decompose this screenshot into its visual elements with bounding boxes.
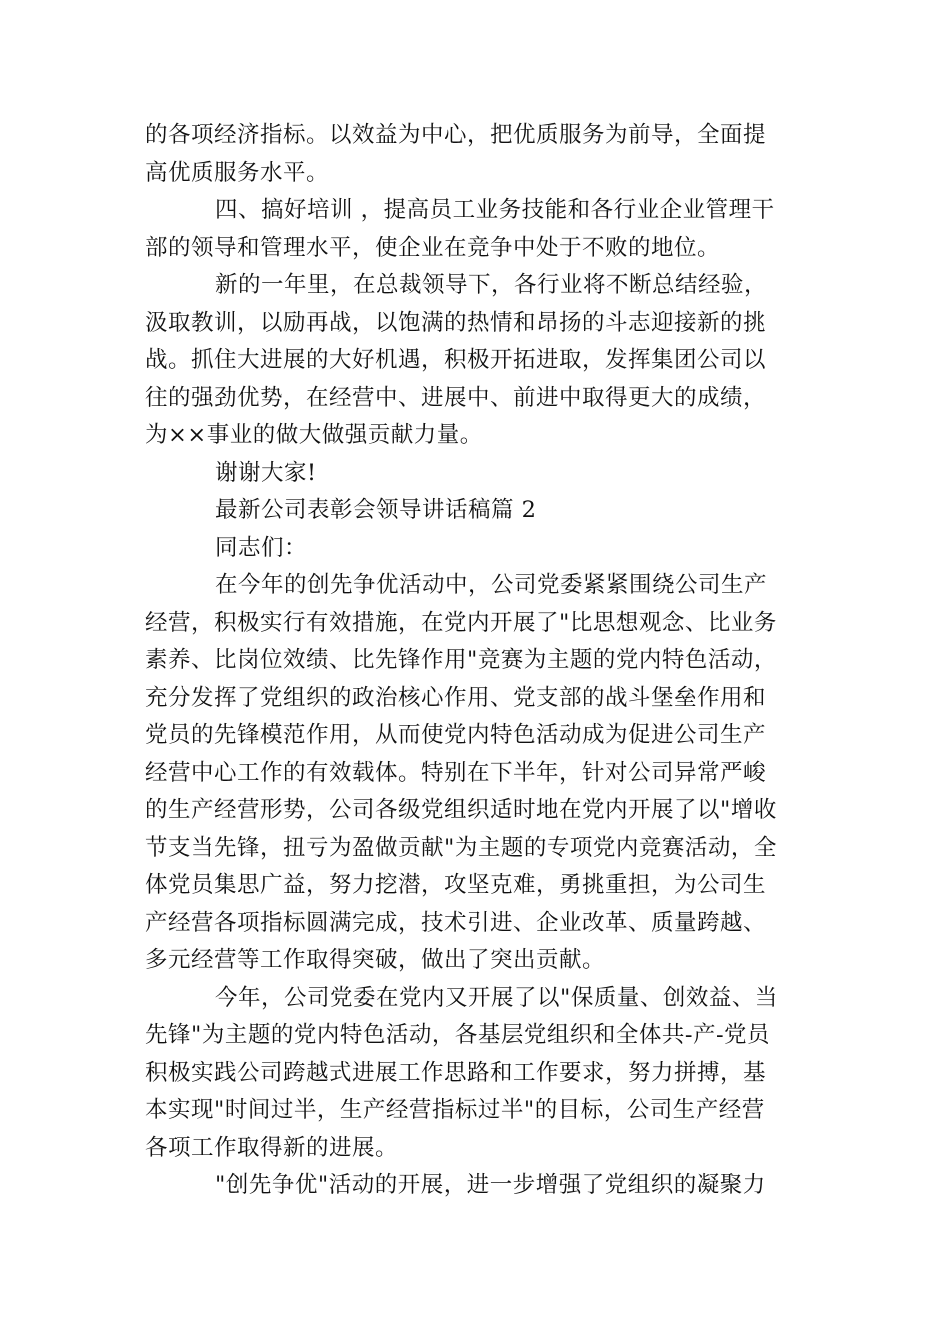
text-line: "创先争优"活动的开展，进一步增强了党组织的凝聚力 bbox=[215, 1172, 766, 1198]
document-body bbox=[145, 117, 815, 1205]
text-line: 部的领导和管理水平，使企业在竞争中处于不败的地位。 bbox=[145, 234, 721, 261]
text-line: 往的强劲优势，在经营中、进展中、前进中取得更大的成绩， bbox=[145, 384, 767, 411]
text-line: 素养、比岗位效绩、比先锋作用"竞赛为主题的党内特色活动， bbox=[145, 647, 777, 673]
text-line: 最新公司表彰会领导讲话稿篇 2 bbox=[215, 497, 537, 523]
text-line: 同志们： bbox=[215, 534, 308, 561]
text-line: 党员的先锋模范作用，从而使党内特色活动成为促进公司生产 bbox=[145, 722, 767, 748]
text-line: 各项工作取得新的进展。 bbox=[145, 1134, 399, 1161]
text-line: 经营中心工作的有效载体。特别在下半年，针对公司异常严峻 bbox=[145, 759, 767, 786]
text-line: 体党员集思广益，努力挖潜，攻坚克难，勇挑重担，为公司生 bbox=[145, 872, 767, 898]
text-line: 本实现"时间过半，生产经营指标过半"的目标，公司生产经营 bbox=[145, 1097, 765, 1123]
text-line: 多元经营等工作取得突破，做出了突出贡献。 bbox=[145, 947, 606, 973]
text-line: 的生产经营形势，公司各级党组织适时地在党内开展了以"增收 bbox=[145, 797, 777, 823]
text-line: 高优质服务水平。 bbox=[145, 159, 330, 186]
text-line: 在今年的创先争优活动中，公司党委紧紧围绕公司生产 bbox=[215, 572, 768, 598]
text-line: 的各项经济指标。以效益为中心，把优质服务为前导，全面提 bbox=[145, 122, 767, 148]
text-line: 今年，公司党委在党内又开展了以"保质量、创效益、当 bbox=[215, 984, 778, 1011]
text-line: 节支当先锋，扭亏为盈做贡献"为主题的专项党内竞赛活动，全 bbox=[145, 834, 777, 861]
text-line: 谢谢大家! bbox=[215, 459, 317, 486]
text-line: 汲取教训，以励再战，以饱满的热情和昂扬的斗志迎接新的挑 bbox=[145, 309, 767, 336]
text-line: 先锋"为主题的党内特色活动，各基层党组织和全体共-产-党员 bbox=[145, 1022, 771, 1048]
text-line: 四、搞好培训 ，提高员工业务技能和各行业企业管理干 bbox=[215, 197, 775, 223]
text-line: 充分发挥了党组织的政治核心作用、党支部的战斗堡垒作用和 bbox=[145, 684, 767, 711]
text-line: 经营，积极实行有效措施，在党内开展了"比思想观念、比业务 bbox=[145, 609, 777, 636]
text-line: 产经营各项指标圆满完成，技术引进、企业改革、质量跨越、 bbox=[145, 909, 767, 936]
text-line: 新的一年里，在总裁领导下，各行业将不断总结经验， bbox=[215, 272, 768, 298]
text-line: 为××事业的做大做强贡献力量。 bbox=[145, 422, 483, 448]
text-line: 积极实践公司跨越式进展工作思路和工作要求，努力拼搏，基 bbox=[145, 1059, 767, 1086]
text-line: 战。抓住大进展的大好机遇，积极开拓进取，发挥集团公司以 bbox=[145, 347, 767, 373]
